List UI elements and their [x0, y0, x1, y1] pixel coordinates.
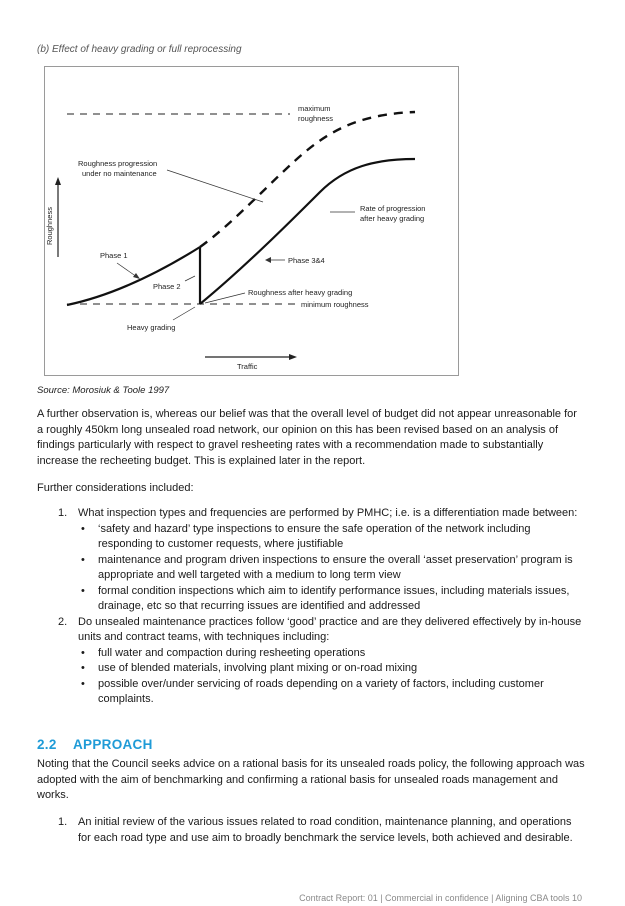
- list-item-text: An initial review of the various issues related to road condition, maintenance planning, and operations for each road type and use aim to broadly benchmark the service levels, both achieved and desirable.: [78, 816, 573, 844]
- bullet-text: use of blended materials, involving plant mixing or on-road mixing: [98, 662, 418, 674]
- paragraph-observation: A further observation is, whereas our belief was that the overall level of budget did not appear unreasonable for a roughly 450km long unsealed road network, our opinion on this has been revised based on an analysis of findings particularly with respect to gravel resheeting rates with a recommendation made to substantially increase the recheeting budget. This is explained later in the report.: [37, 408, 577, 467]
- label-phase1: Phase 1: [100, 251, 128, 260]
- approach-list: [37, 815, 585, 846]
- leader-phase1-head: [133, 273, 140, 279]
- label-x-axis: Traffic: [237, 362, 258, 371]
- figure-source: Source: Morosiuk & Toole 1997: [37, 385, 170, 396]
- leader-phase2: [185, 276, 195, 281]
- label-phase2: Phase 2: [153, 282, 181, 291]
- bullet-item: [37, 661, 585, 677]
- label-after-grading: Roughness after heavy grading: [248, 288, 353, 297]
- leader-heavy-grading: [173, 307, 195, 320]
- roughness-diagram: [44, 66, 459, 376]
- list-item-text: What inspection types and frequencies are performed by PMHC; i.e. is a differentiation made between:: [78, 507, 578, 519]
- list-number: 1.: [58, 507, 68, 519]
- section-heading: [37, 737, 153, 752]
- bullet-text: formal condition inspections which aim to identify performance issues, including materials issues, drainage, etc so that recurring issues are identified and addressed: [98, 584, 570, 612]
- label-min-roughness: minimum roughness: [301, 300, 369, 309]
- bullet-text: full water and compaction during resheeting operations: [98, 646, 366, 659]
- x-axis-arrowhead: [289, 354, 297, 360]
- bullet: •: [81, 584, 85, 597]
- phase1-curve: [67, 247, 200, 305]
- leader-no-maint: [167, 170, 263, 202]
- considerations-list: [37, 506, 585, 708]
- bullet-item: [37, 677, 585, 708]
- paragraph-approach: Noting that the Council seeks advice on a rational basis for its unsealed roads policy, the following approach was adopted with the aim of benchmarking and confirming a rational basis for unsealed roads management and works.: [37, 758, 585, 801]
- bullet: •: [81, 522, 85, 535]
- no-maintenance-curve: [200, 112, 415, 247]
- label-y-axis: Roughness: [45, 207, 54, 245]
- list-item: [37, 615, 585, 646]
- list-item: [37, 815, 585, 846]
- bullet: •: [81, 553, 85, 566]
- label-rate-1: Rate of progression: [360, 204, 426, 213]
- label-no-maint-1: Roughness progression: [78, 159, 158, 168]
- leader-phase1: [117, 263, 137, 277]
- list-item-text: Do unsealed maintenance practices follow ‘good’ practice and are they delivered effectively by in-house units and contract teams, with techniques including:: [78, 615, 582, 643]
- page-footer: Contract Report: 01 | Commercial in confidence | Aligning CBA tools 10: [299, 893, 582, 903]
- label-rate-2: after heavy grading: [360, 214, 425, 223]
- after-grading-curve: [200, 159, 415, 304]
- bullet: •: [81, 646, 85, 659]
- list-item: [37, 506, 585, 522]
- section-number: 2.2: [37, 737, 57, 752]
- y-axis-arrowhead: [55, 177, 61, 185]
- figure-caption: (b) Effect of heavy grading or full reprocessing: [37, 44, 242, 55]
- bullet-text: possible over/under servicing of roads depending on a variety of factors, including customer complaints.: [98, 677, 544, 705]
- list-number: 2.: [58, 615, 68, 628]
- bullet-item: [37, 553, 585, 584]
- bullet-text: ‘safety and hazard’ type inspections to ensure the safe operation of the network including responding to customer requests, where justifiable: [98, 522, 531, 550]
- label-heavy-grading: Heavy grading: [127, 323, 176, 332]
- label-max-roughness-2: roughness: [298, 114, 334, 123]
- label-phase34: Phase 3&4: [288, 256, 325, 265]
- roughness-diagram-svg: [45, 67, 460, 377]
- label-no-maint-2: under no maintenance: [82, 169, 157, 178]
- bullet-item: [37, 646, 585, 662]
- label-max-roughness-1: maximum: [298, 104, 331, 113]
- bullet-item: [37, 522, 585, 553]
- section-title: APPROACH: [73, 737, 153, 752]
- bullet: •: [81, 662, 85, 674]
- leader-phase34-head: [265, 257, 271, 263]
- bullet-text: maintenance and program driven inspections to ensure the overall ‘asset preservation’ program is appropriate and well targeted with a medium to long term view: [98, 553, 573, 581]
- bullet-item: [37, 584, 585, 615]
- list-number: 1.: [58, 816, 68, 828]
- bullet: •: [81, 677, 85, 690]
- paragraph-considerations: Further considerations included:: [37, 482, 194, 494]
